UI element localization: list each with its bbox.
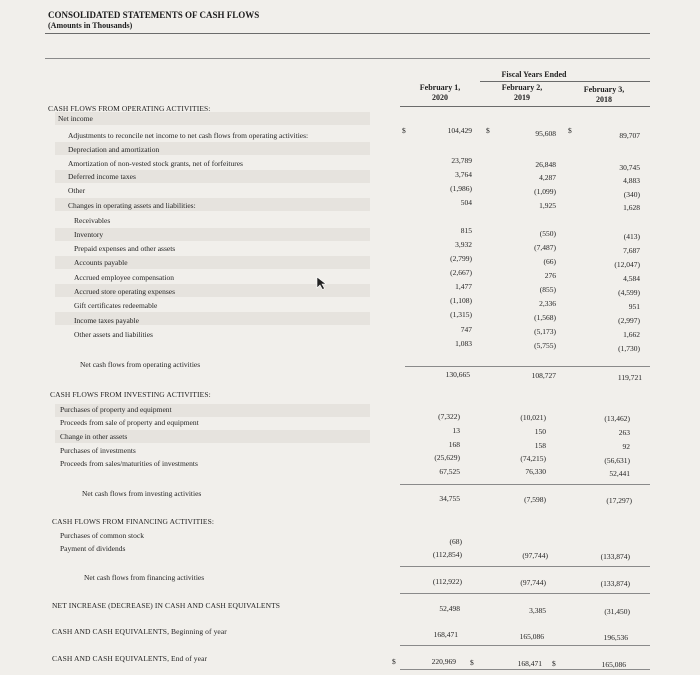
purchases-property-2018: (13,462) <box>604 414 630 423</box>
net-investing-2020: 34,755 <box>439 494 460 503</box>
accrued-store-2018: 951 <box>628 302 640 311</box>
cursor-arrow-icon <box>316 276 328 290</box>
changes-label: Changes in operating assets and liabilities: <box>68 201 196 210</box>
purchases-investments-2018: (56,631) <box>604 456 630 465</box>
receivables-label: Receivables <box>74 216 111 225</box>
fiscal-years-header: Fiscal Years Ended <box>501 70 567 79</box>
column-header-2020: February 1, 2020 <box>419 83 461 102</box>
gift-2020: (1,315) <box>450 310 472 319</box>
gift-2019: (1,568) <box>534 313 556 322</box>
net-operating-2018: 119,721 <box>617 373 642 382</box>
net-operating-2019: 108,727 <box>531 371 556 380</box>
deferred-taxes-label: Deferred income taxes <box>68 172 136 181</box>
other-label: Other <box>68 186 86 195</box>
income-tax-2019: (5,173) <box>534 327 556 336</box>
accrued-emp-2019: (855) <box>539 285 556 294</box>
dividends-2020: (112,854) <box>432 550 462 559</box>
purchases-investments-2020: (25,629) <box>434 453 460 462</box>
net-financing-2018: (133,874) <box>600 579 630 588</box>
other-2020: 504 <box>460 198 472 207</box>
title-rule-2 <box>45 58 650 59</box>
payable-2020: (2,667) <box>450 268 472 277</box>
amortization-label: Amortization of non-vested stock grants, net of forfeitures <box>68 159 243 168</box>
other-2018: 1,628 <box>623 203 640 212</box>
net-investing-2018: (17,297) <box>606 496 632 505</box>
purchases-investments-label: Purchases of investments <box>60 446 136 455</box>
income-tax-label: Income taxes payable <box>74 316 139 325</box>
net-increase-2020: 52,498 <box>439 604 460 613</box>
net-income-2020: 104,429 <box>447 126 472 135</box>
total-rule <box>400 669 650 670</box>
depreciation-2018: 30,745 <box>619 163 640 172</box>
subtotal-rule <box>400 593 650 594</box>
purchases-property-2019: (10,021) <box>520 413 546 422</box>
net-financing-2020: (112,922) <box>432 577 462 586</box>
statement-title: CONSOLIDATED STATEMENTS OF CASH FLOWS <box>48 10 260 20</box>
change-other-2019: 158 <box>534 441 546 450</box>
deferred-taxes-2019: (1,099) <box>534 187 556 196</box>
amortization-2020: 3,764 <box>455 170 472 179</box>
end-cash-2019: 168,471 <box>517 659 542 668</box>
net-income-label: Net income <box>58 114 93 123</box>
operating-section-heading: CASH FLOWS FROM OPERATING ACTIVITIES: <box>48 104 211 113</box>
net-income-2018: 89,707 <box>619 131 640 140</box>
other-assets-2018: (1,730) <box>618 344 640 353</box>
currency-symbol: $ <box>486 126 490 135</box>
proceeds-investments-2020: 67,525 <box>439 467 460 476</box>
dividends-2019: (97,744) <box>522 551 548 560</box>
change-other-label: Change in other assets <box>60 432 128 441</box>
deferred-taxes-2020: (1,986) <box>450 184 472 193</box>
end-cash-2018: 165,086 <box>601 660 626 669</box>
net-investing-2019: (7,598) <box>524 495 546 504</box>
net-operating-2020: 130,665 <box>445 370 470 379</box>
payable-2018: 4,584 <box>623 274 640 283</box>
adjustments-label: Adjustments to reconcile net income to net cash flows from operating activities: <box>68 131 309 140</box>
purchases-stock-2020: (68) <box>449 537 462 546</box>
column-header-2018: February 3, 2018 <box>583 85 625 104</box>
net-operating-label: Net cash flows from operating activities <box>80 360 201 369</box>
header-rule <box>400 106 650 107</box>
net-income-2019: 95,608 <box>535 129 556 138</box>
deferred-taxes-2018: (340) <box>623 190 640 199</box>
statement-subtitle: (Amounts in Thousands) <box>48 21 133 30</box>
amortization-2018: 4,883 <box>623 176 640 185</box>
dividends-label: Payment of dividends <box>60 544 126 553</box>
financing-section-heading: CASH FLOWS FROM FINANCING ACTIVITIES: <box>52 517 215 526</box>
gift-2018: (2,997) <box>618 316 640 325</box>
beginning-cash-2018: 196,536 <box>603 633 628 642</box>
currency-symbol: $ <box>470 658 474 667</box>
inventory-2019: (7,487) <box>534 243 556 252</box>
purchases-property-2020: (7,322) <box>438 412 460 421</box>
currency-symbol: $ <box>552 659 556 668</box>
purchases-stock-label: Purchases of common stock <box>60 531 144 540</box>
currency-symbol: $ <box>402 126 406 135</box>
group-header-rule <box>480 81 650 82</box>
row-band <box>55 112 370 125</box>
prepaid-label: Prepaid expenses and other assets <box>74 244 176 253</box>
subtotal-rule <box>400 566 650 567</box>
payable-label: Accounts payable <box>74 258 128 267</box>
proceeds-property-2020: 13 <box>452 426 460 435</box>
beginning-cash-2020: 168,471 <box>433 630 458 639</box>
income-tax-2020: 747 <box>460 325 472 334</box>
receivables-2018: (413) <box>623 232 640 241</box>
proceeds-investments-2019: 76,330 <box>525 467 546 476</box>
subtotal-rule <box>400 484 650 485</box>
column-header-2019: February 2, 2019 <box>501 83 543 102</box>
other-assets-label: Other assets and liabilities <box>74 330 153 339</box>
inventory-label: Inventory <box>74 230 104 239</box>
change-other-2018: 92 <box>622 442 630 451</box>
currency-symbol: $ <box>568 126 572 135</box>
accrued-store-2019: 2,336 <box>539 299 556 308</box>
proceeds-property-2018: 263 <box>618 428 630 437</box>
purchases-property-label: Purchases of property and equipment <box>60 405 172 414</box>
accrued-emp-2018: (4,599) <box>618 288 640 297</box>
accrued-store-label: Accrued store operating expenses <box>74 287 176 296</box>
net-financing-2019: (97,744) <box>520 578 546 587</box>
proceeds-investments-label: Proceeds from sales/maturities of investments <box>60 459 198 468</box>
subtotal-rule <box>405 366 650 367</box>
depreciation-2020: 23,789 <box>451 156 472 165</box>
accrued-emp-label: Accrued employee compensation <box>74 273 174 282</box>
accrued-store-2020: (1,108) <box>450 296 472 305</box>
proceeds-property-2019: 150 <box>534 427 546 436</box>
amortization-2019: 4,287 <box>539 173 556 182</box>
title-rule <box>45 33 650 34</box>
receivables-2019: (550) <box>539 229 556 238</box>
dividends-2018: (133,874) <box>600 552 630 561</box>
net-investing-label: Net cash flows from investing activities <box>82 489 202 498</box>
inventory-2018: 7,687 <box>623 246 640 255</box>
depreciation-label: Depreciation and amortization <box>68 145 160 154</box>
change-other-2020: 168 <box>448 440 460 449</box>
gift-label: Gift certificates redeemable <box>74 301 158 310</box>
other-assets-2019: (5,755) <box>534 341 556 350</box>
income-tax-2018: 1,662 <box>623 330 640 339</box>
investing-section-heading: CASH FLOWS FROM INVESTING ACTIVITIES: <box>50 390 211 399</box>
beginning-cash-2019: 165,086 <box>519 632 544 641</box>
receivables-2020: 815 <box>460 226 472 235</box>
accrued-emp-2020: 1,477 <box>455 282 472 291</box>
purchases-investments-2019: (74,215) <box>520 454 546 463</box>
end-cash-label: CASH AND CASH EQUIVALENTS, End of year <box>52 654 208 663</box>
subtotal-rule <box>400 645 650 646</box>
currency-symbol: $ <box>392 657 396 666</box>
depreciation-2019: 26,848 <box>535 160 556 169</box>
prepaid-2020: (2,799) <box>450 254 472 263</box>
net-increase-2019: 3,385 <box>529 606 546 615</box>
other-assets-2020: 1,083 <box>455 339 472 348</box>
inventory-2020: 3,932 <box>455 240 472 249</box>
beginning-cash-label: CASH AND CASH EQUIVALENTS, Beginning of year <box>52 627 227 636</box>
net-increase-2018: (31,450) <box>604 607 630 616</box>
end-cash-2020: 220,969 <box>431 657 456 666</box>
net-increase-label: NET INCREASE (DECREASE) IN CASH AND CASH EQUIVALENTS <box>52 601 281 610</box>
prepaid-2018: (12,047) <box>614 260 640 269</box>
proceeds-investments-2018: 52,441 <box>609 469 630 478</box>
proceeds-property-label: Proceeds from sale of property and equipment <box>60 418 199 427</box>
other-2019: 1,925 <box>539 201 556 210</box>
payable-2019: 276 <box>544 271 556 280</box>
net-financing-label: Net cash flows from financing activities <box>84 573 205 582</box>
prepaid-2019: (66) <box>543 257 556 266</box>
